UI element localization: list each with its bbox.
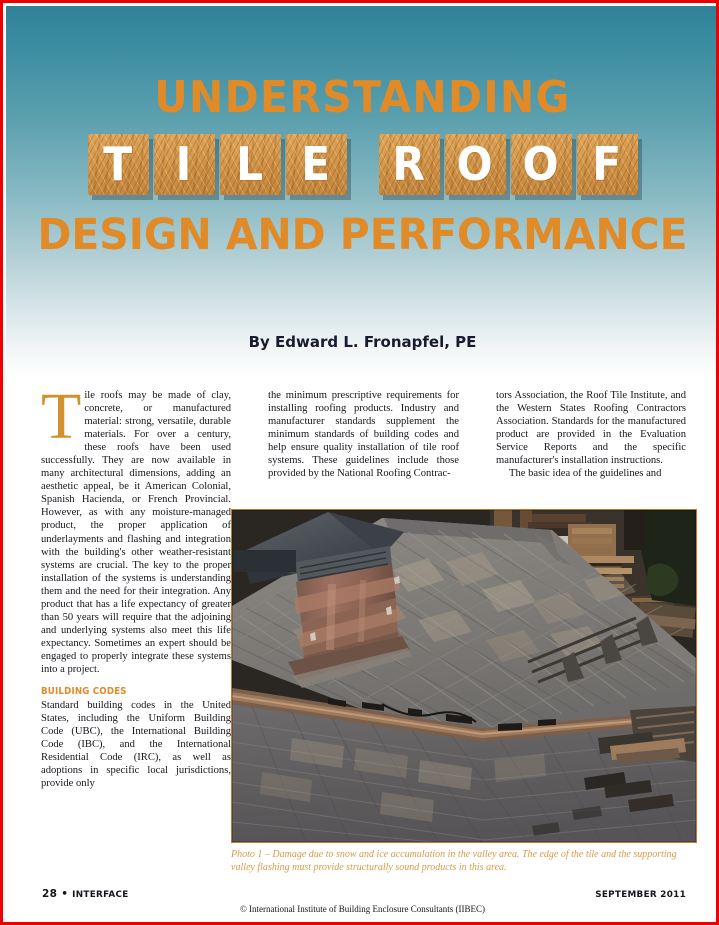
tile-letter — [445, 134, 506, 195]
footer-right — [595, 888, 686, 900]
paragraph — [41, 380, 231, 676]
drop-cap: T — [41, 380, 82, 453]
tile-letter-glyph: I — [176, 136, 192, 191]
tile-letter — [379, 134, 440, 195]
paragraph: the minimum prescriptive requirements for installing roofing products. Industry and manufacturer standards supplement the minimum standards of building codes and help ensure quality installation of tile roof systems. These guidelines include those provided by the National Roofing Contrac- — [268, 390, 459, 480]
paragraph-text: ile roofs may be made of clay, concrete, or manufactured material: strong, versatile, durable materials. For over a century, these roofs have been used successfully. They are now available in many architectural dimensions, adding an aesthetic appeal, be it American Colonial, Spanish Hacienda, or French Provincial. However, as with any moisture-managed product, the proper application of underlayments and flashing and integration with the building's other weather-resistant systems are crucial. The key to the proper installation of the systems is understanding them and the need for their integration. Any product that has a life expectancy of greater than 50 years will require that the adjoining and underlying systems also meet this life expectancy. Sometimes an expert should be engaged to properly integrate these systems into a project. — [41, 390, 231, 675]
paragraph: The basic idea of the guidelines and — [509, 468, 662, 480]
tile-letter-glyph: T — [103, 136, 133, 191]
section-heading-building-codes: BUILDING CODES — [41, 686, 127, 698]
tile-letter-glyph: R — [392, 136, 426, 191]
tile-letter — [220, 134, 281, 195]
paragraph: Standard building codes in the United States, including the Uniform Building Code (UBC), the International Building Code (IBC), and the International Residential Code (IRC), as well as adoptions in specific local jurisdictions, provide only — [41, 700, 231, 790]
tile-letter-glyph: O — [523, 136, 559, 191]
masthead-banner — [6, 6, 719, 378]
tile-letter — [286, 134, 347, 195]
publication-name: INTERFACE — [72, 890, 129, 900]
article-byline: By Edward L. Fronapfel, PE — [248, 333, 477, 351]
column-2 — [268, 389, 459, 480]
copyright-line: © International Institute of Building Enclosure Consultants (IIBEC) — [239, 904, 486, 914]
tile-letter-glyph: L — [236, 136, 264, 191]
tile-letter-glyph: F — [592, 136, 622, 191]
photo-1-figure — [231, 509, 697, 843]
column-1 — [41, 380, 231, 790]
tile-letter — [577, 134, 638, 195]
issue-date: SEPTEMBER 2011 — [595, 890, 686, 900]
page-number: 28 — [42, 888, 58, 900]
tile-letter-glyph: E — [301, 136, 331, 191]
tile-letter — [154, 134, 215, 195]
roof-photograph — [232, 510, 696, 842]
tile-letter-row — [6, 134, 719, 195]
photo-1-caption: Photo 1 – Damage due to snow and ice accumulation in the valley area. The edge of the tile and the supporting valley flashing must provide structurally sound products in this area. — [231, 849, 677, 873]
tile-letter-glyph: O — [457, 136, 493, 191]
article-kicker: UNDERSTANDING — [154, 72, 571, 123]
article-subtitle: DESIGN AND PERFORMANCE — [37, 210, 688, 260]
tile-letter — [88, 134, 149, 195]
column-3 — [496, 389, 686, 480]
footer-separator: • — [61, 888, 69, 900]
footer-left — [42, 888, 129, 900]
paragraph: tors Association, the Roof Tile Institute, and the Western States Roofing Contractors Association. Standards for the manufactured product are provided in the Evaluation Service Reports and the specific manufacturer's installation instructions. — [496, 390, 686, 467]
tile-letter — [511, 134, 572, 195]
